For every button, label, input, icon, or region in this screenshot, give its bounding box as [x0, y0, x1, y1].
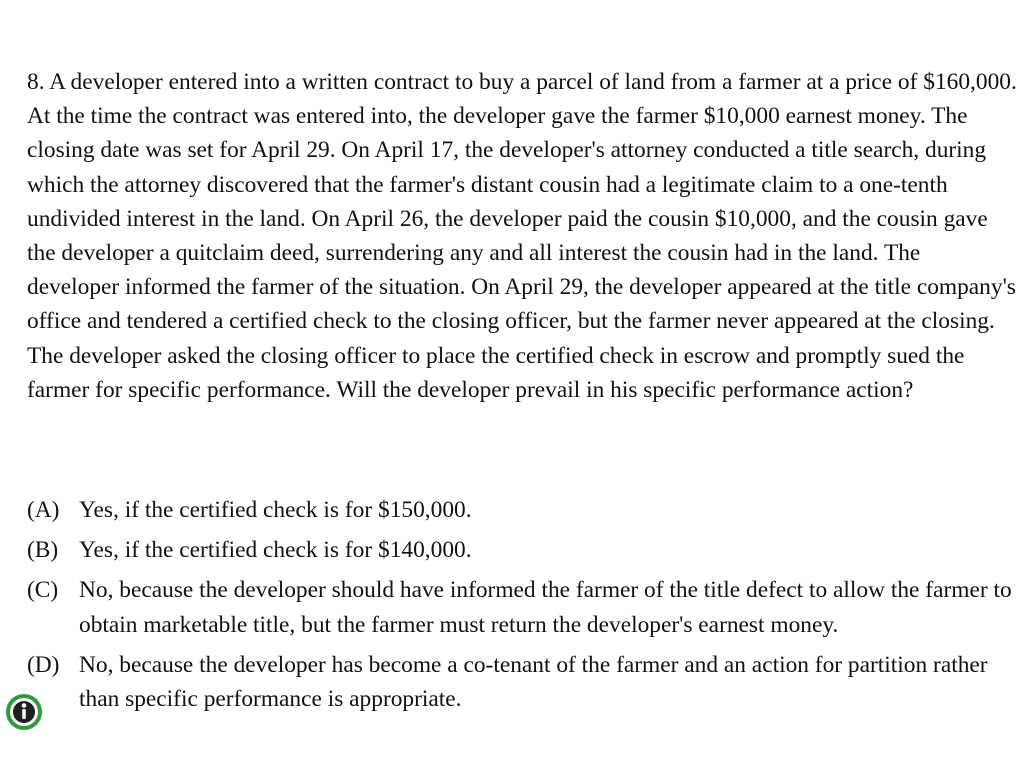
- option-text: No, because the developer has become a co-tenant of the farmer and an action for partition rather than specific performance is appropriate.: [79, 651, 988, 713]
- option-letter: (A): [27, 497, 60, 523]
- option-text: Yes, if the certified check is for $150,000.: [79, 497, 472, 523]
- option-a: [27, 493, 1017, 527]
- option-text: Yes, if the certified check is for $140,000.: [79, 537, 472, 564]
- info-icon[interactable]: [6, 694, 42, 730]
- option-letter: (C): [27, 577, 59, 604]
- option-text: No, because the developer should have informed the farmer of the title defect to allow the farmer to obtain marketable title, but the farmer must return the developer's earnest money.: [79, 577, 1012, 638]
- option-letter: (B): [27, 537, 59, 564]
- option-letter: (D): [27, 651, 60, 678]
- option-b: [27, 533, 1017, 567]
- option-d: [27, 648, 1017, 716]
- option-c: [27, 573, 1017, 641]
- question-text: 8. A developer entered into a written contract to buy a parcel of land from a farmer at a price of $160,000. At the time the contract was entered into, the developer gave the farmer $10,000 earnest money. The closing date was set for April 29. On April 17, the developer's attorney conducted a title search, during which the attorney discovered that the farmer's distant cousin had a legitimate claim to a one-tenth undivided interest in the land. On April 26, the developer paid the cousin $10,000, and the cousin gave the developer a quitclaim deed, surrendering any and all interest the cousin had in the land. The developer informed the farmer of the situation. On April 29, the developer appeared at the title company's office and tendered a certified check to the closing officer, but the farmer never appeared at the closing. The developer asked the closing officer to place the certified check in escrow and promptly sued the farmer for specific performance. Will the developer prevail in his specific performance action?: [27, 69, 1017, 403]
- answer-options: [27, 493, 1017, 722]
